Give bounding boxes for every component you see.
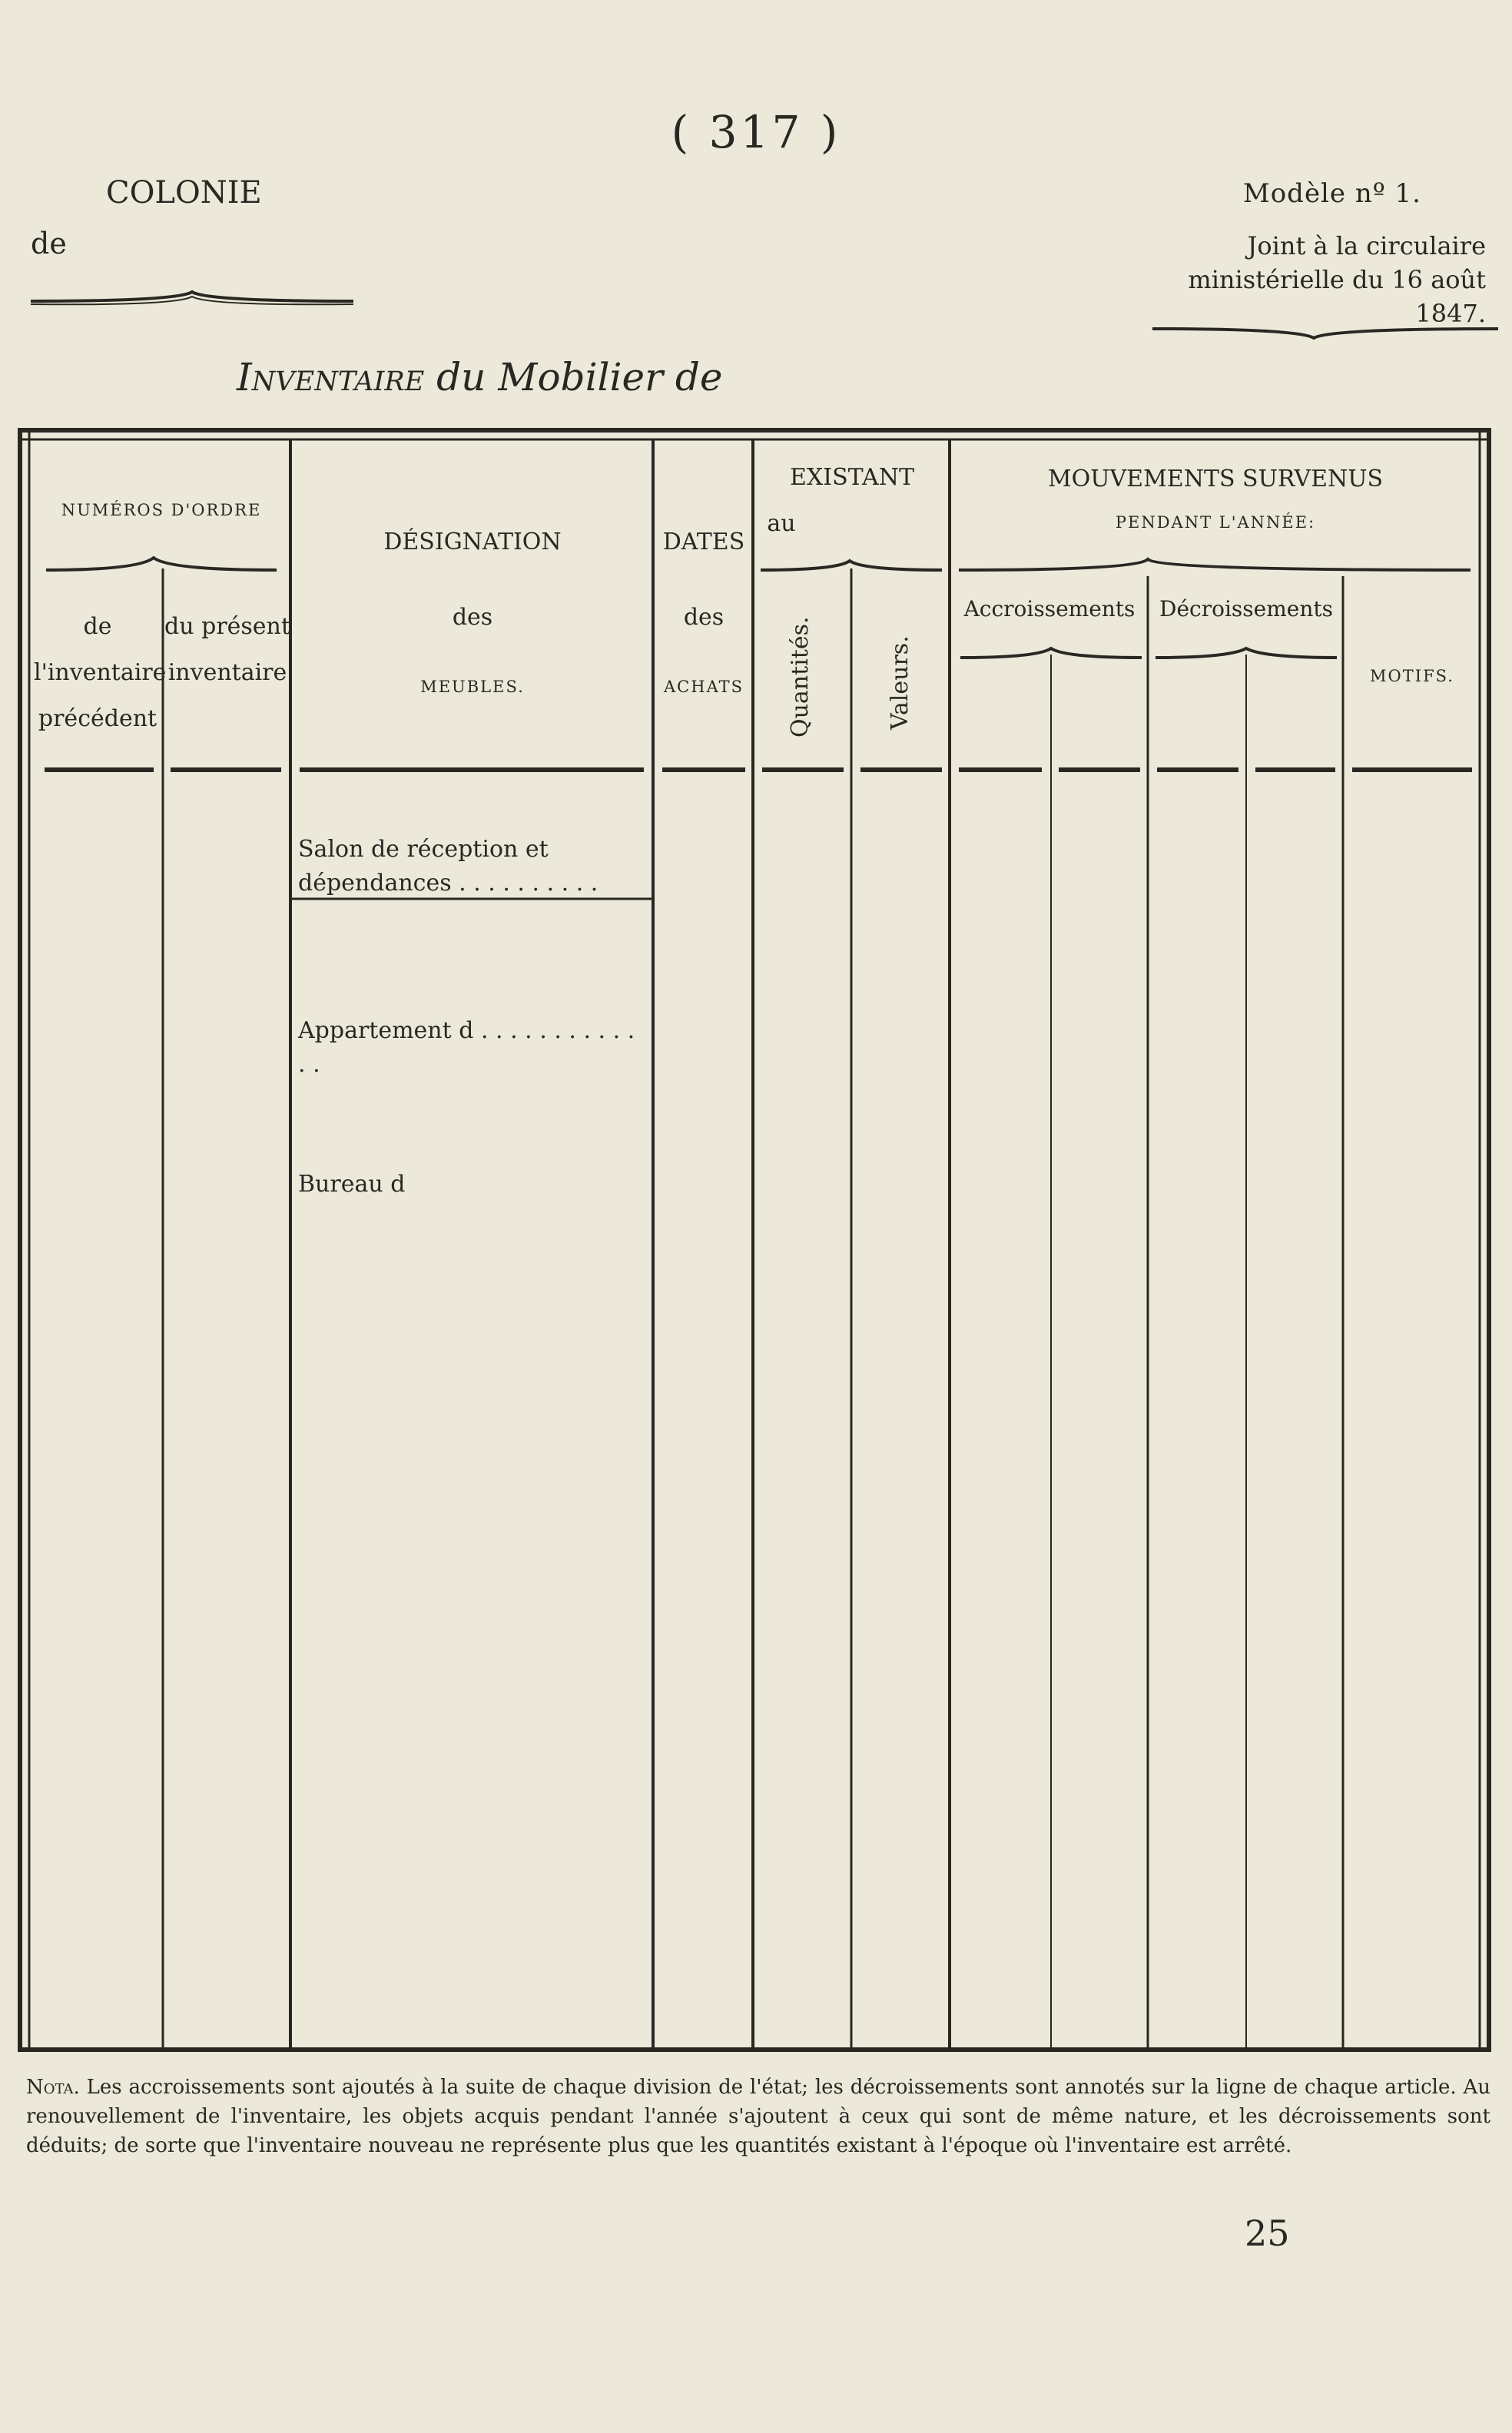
header-existant-au: au <box>767 510 796 537</box>
page-number: ( 317 ) <box>671 106 841 158</box>
header-pendant: PENDANT L'ANNÉE: <box>1115 513 1316 532</box>
row-appartement: Appartement d . . . . . . . . . . . . . <box>298 1017 635 1078</box>
header-designation: DÉSIGNATION <box>383 529 562 555</box>
inventory-title-lead: Inventaire <box>237 355 425 399</box>
header-dates-des: des <box>683 604 724 631</box>
nota-label: Nota. <box>26 2076 80 2099</box>
header-dates: DATES <box>662 529 745 555</box>
header-inv-present: du présent inventaire <box>164 613 290 686</box>
header-mouvements: MOUVEMENTS SURVENUS <box>1047 466 1384 492</box>
header-inv-precedent: de l'inventaire précédent <box>34 613 167 732</box>
modele-brace <box>1152 329 1498 338</box>
header-numeros: NUMÉROS D'ORDRE <box>61 501 262 519</box>
colonie-heading: COLONIE <box>106 175 262 210</box>
header-motifs: MOTIFS. <box>1370 667 1454 685</box>
nota-text: Les accroissements sont ajoutés à la suite de chaque division de l'état; les décroissements sont annotés sur la ligne de chaque article. Au renouvellement de l'inventaire, les objets acquis pendant l'année s'ajoutent à ceux qui sont de même nature, et les décroissements sont déduits; de sorte que l'inventaire nouveau ne représente plus que les quantités existant à l'époque où l'inventaire est arrêté. <box>26 2076 1490 2157</box>
circulaire-note: Joint à la circulaire ministérielle du 16 août 1847. <box>1188 231 1486 328</box>
header-quantites: Quantités. <box>787 616 814 738</box>
header-dates-achats: ACHATS <box>664 678 744 696</box>
modele-heading: Modèle nº 1. <box>1242 178 1421 209</box>
header-valeurs: Valeurs. <box>887 635 914 730</box>
header-decroissements: Décroissements <box>1159 596 1333 622</box>
nota-paragraph <box>26 2073 1490 2160</box>
header-designation-meubles: MEUBLES. <box>420 678 525 696</box>
inventory-title-rest: du Mobilier de <box>424 355 723 399</box>
header-existant: EXISTANT <box>790 464 914 491</box>
header-designation-des: des <box>452 604 493 631</box>
row-salon: Salon de réception et dépendances . . . . . . . . . . <box>298 836 598 897</box>
signature-mark: 25 <box>1245 2213 1290 2254</box>
row-bureau: Bureau d <box>298 1171 406 1198</box>
colonie-de-label: de <box>31 227 67 260</box>
header-accroissements: Accroissements <box>963 596 1136 622</box>
